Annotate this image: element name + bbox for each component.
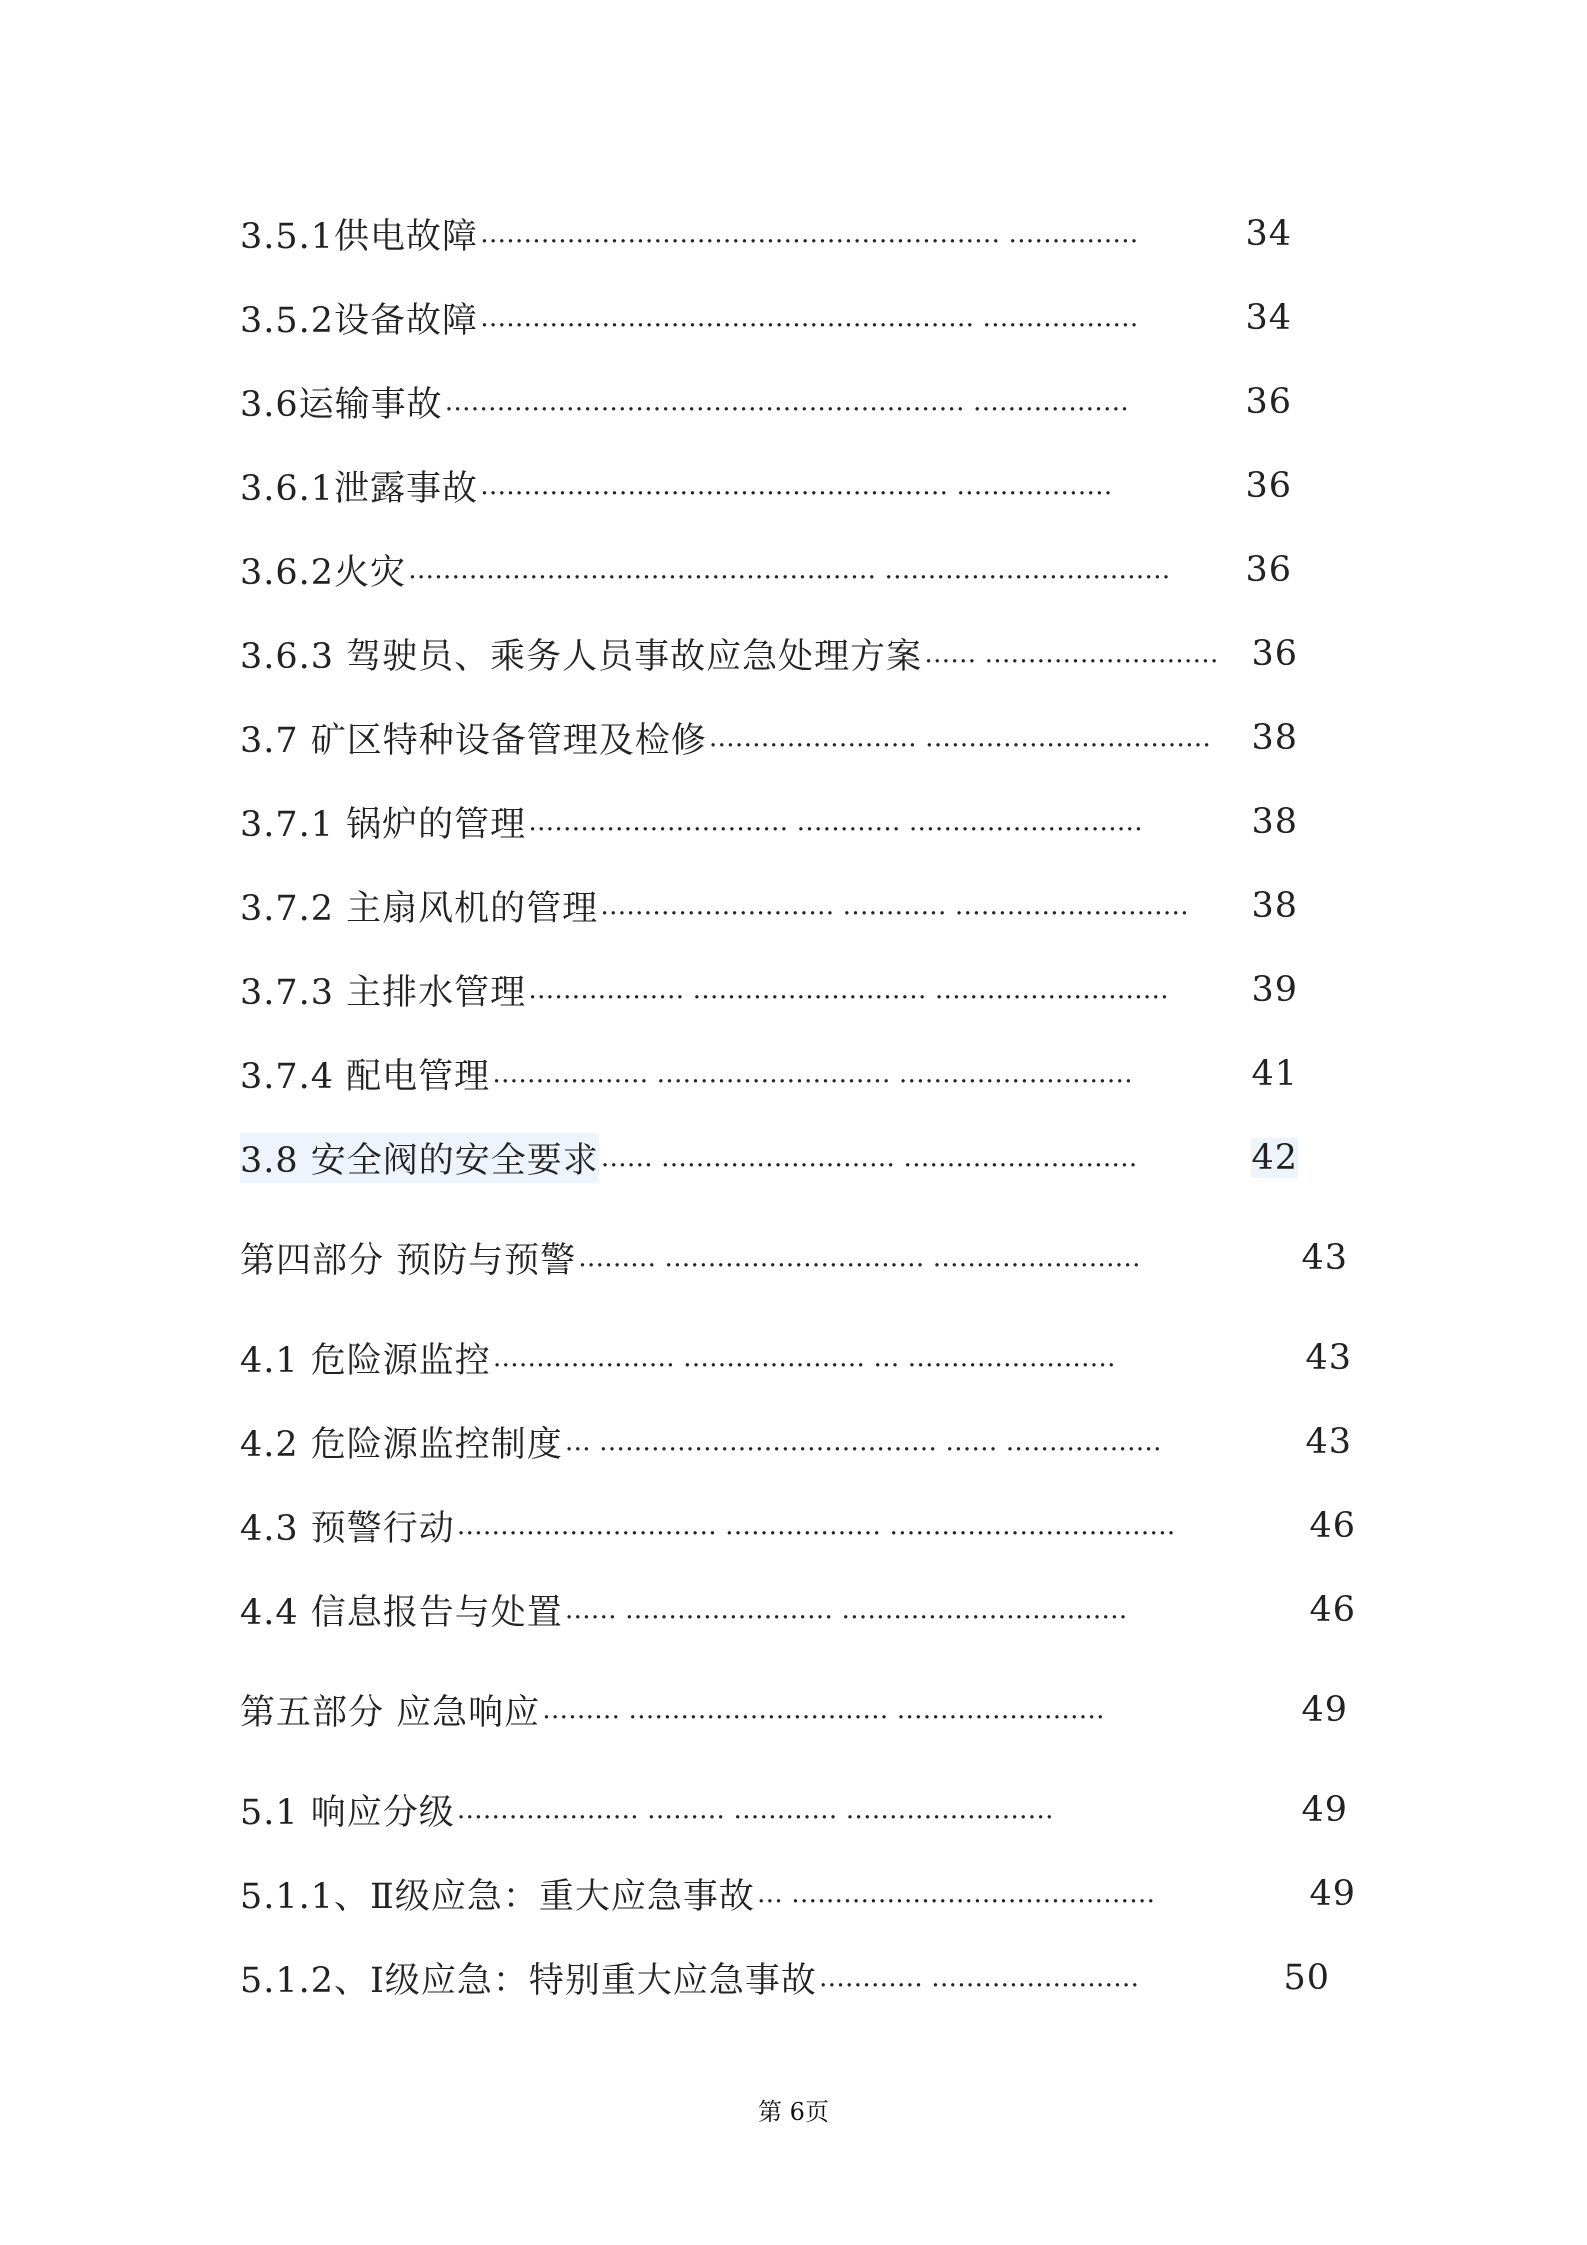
toc-entry-title: 5.1 响应分级 — [240, 1793, 455, 1833]
toc-leader-dots: ……… ………………………… …………………… — [578, 1243, 1141, 1273]
toc-page-number: 34 — [1245, 298, 1292, 338]
toc-page-number: 38 — [1251, 886, 1298, 926]
toc-page-number: 49 — [1301, 1790, 1348, 1830]
toc-entry — [240, 458, 1292, 514]
toc-page-number: 36 — [1245, 466, 1292, 506]
toc-page-number: 36 — [1251, 634, 1298, 674]
toc-entry — [240, 1866, 1356, 1922]
toc-leader-dots: ……………………… ………… ……………………… — [600, 891, 1189, 921]
toc-page-number: 38 — [1251, 802, 1298, 842]
toc-leader-dots: …… ……………………… ……………………… — [600, 1143, 1138, 1173]
toc-leader-dots: ………………………………………………… ……………… — [480, 303, 1139, 333]
toc-entry-title: 4.1 危险源监控 — [240, 1341, 491, 1381]
toc-page-number: 41 — [1251, 1054, 1298, 1094]
toc-leader-dots: …… ……………………… — [924, 639, 1219, 669]
toc-entry — [240, 1046, 1298, 1102]
toc-leader-dots: ……… ………………………… …………………… — [542, 1695, 1105, 1725]
toc-entry — [240, 794, 1298, 850]
toc-entry-title: 3.6.1泄露事故 — [240, 469, 479, 509]
toc-page-number: 46 — [1309, 1590, 1356, 1630]
page-footer-number: 第 6页 — [758, 2098, 829, 2126]
toc-leader-dots: ……………… ……………………… ……………………… — [528, 975, 1169, 1005]
toc-entry-title: 第五部分 应急响应 — [240, 1693, 541, 1733]
toc-leader-dots: ………………………… ……………… …………………………… — [456, 1511, 1176, 1541]
toc-section-heading — [240, 1682, 1348, 1738]
toc-page-number: 36 — [1245, 382, 1292, 422]
toc-leader-dots: ………… …………………… — [818, 1963, 1140, 1993]
toc-entry — [240, 290, 1292, 346]
toc-page-number: 36 — [1245, 550, 1292, 590]
toc-entry — [240, 206, 1292, 262]
toc-leader-dots: … …………………………………… — [756, 1879, 1156, 1909]
toc-entry — [240, 1950, 1330, 2006]
toc-entry — [240, 710, 1298, 766]
toc-leader-dots: …… …………………… …………………………… — [564, 1595, 1128, 1625]
toc-entry-title: 3.7.2 主扇风机的管理 — [240, 889, 599, 929]
toc-leader-dots: … ………………………………… …… ……………… — [564, 1427, 1162, 1457]
toc-entry-title: 3.7.3 主排水管理 — [240, 973, 527, 1013]
toc-entry — [240, 878, 1298, 934]
toc-entry-title: 3.7.1 锅炉的管理 — [240, 805, 527, 845]
toc-entry-title: 4.4 信息报告与处置 — [240, 1593, 563, 1633]
toc-leader-dots: …………………… …………………………… — [708, 723, 1212, 753]
toc-page-number: 43 — [1305, 1422, 1352, 1462]
toc-page-number: 39 — [1251, 970, 1298, 1010]
toc-page-number: 43 — [1301, 1238, 1348, 1278]
toc-entry — [240, 1498, 1356, 1554]
toc-page-number: 43 — [1305, 1338, 1352, 1378]
toc-entry-title: 5.1.1、Ⅱ级应急：重大应急事故 — [240, 1877, 755, 1917]
toc-leader-dots: ……………………………………………… ……………… — [480, 471, 1113, 501]
toc-entry-title: 4.3 预警行动 — [240, 1509, 455, 1549]
toc-leader-dots: ………………… ………………… … …………………… — [492, 1343, 1116, 1373]
toc-entry-title: 5.1.2、Ⅰ级应急：特别重大应急事故 — [240, 1961, 817, 2001]
toc-entry-title: 3.6.2火灾 — [240, 553, 407, 593]
toc-leader-dots: …………………………………………………… …………… — [480, 219, 1139, 249]
toc-entry-title: 3.5.2设备故障 — [240, 301, 479, 341]
toc-entry-title: 第四部分 预防与预警 — [240, 1241, 577, 1281]
toc-page-number: 49 — [1309, 1874, 1356, 1914]
toc-leader-dots: ………………………… ………… ……………………… — [528, 807, 1143, 837]
toc-entry-title: 3.7.4 配电管理 — [240, 1057, 491, 1097]
toc-entry — [240, 1582, 1356, 1638]
toc-page-number: 38 — [1251, 718, 1298, 758]
toc-page-number: 49 — [1301, 1690, 1348, 1730]
toc-entry — [240, 626, 1298, 682]
toc-entry-title: 3.7 矿区特种设备管理及检修 — [240, 721, 707, 761]
toc-page-number: 34 — [1245, 214, 1292, 254]
toc-entry-highlighted — [240, 1130, 1298, 1186]
toc-leader-dots: …………………………………………………… ……………… — [444, 387, 1129, 417]
toc-section-heading — [240, 1230, 1348, 1286]
toc-page-number: 46 — [1309, 1506, 1356, 1546]
toc-entry — [240, 962, 1298, 1018]
toc-leader-dots: ………………… ……… ………… …………………… — [456, 1795, 1054, 1825]
toc-entry-title: 3.6运输事故 — [240, 385, 443, 425]
toc-entry-title: 3.8 安全阀的安全要求 — [240, 1133, 599, 1183]
toc-page-number: 50 — [1283, 1958, 1330, 1998]
toc-entry-title: 3.5.1供电故障 — [240, 217, 479, 257]
toc-entry — [240, 1330, 1352, 1386]
toc-leader-dots: ……………… ……………………… ……………………… — [492, 1059, 1133, 1089]
toc-entry-title: 3.6.3 驾驶员、乘务人员事故应急处理方案 — [240, 637, 923, 677]
toc-page-number: 42 — [1251, 1138, 1298, 1178]
toc-leader-dots: ……………………………………………… …………………………… — [408, 555, 1171, 585]
toc-entry — [240, 374, 1292, 430]
toc-entry — [240, 1414, 1352, 1470]
toc-entry — [240, 542, 1292, 598]
toc-entry-title: 4.2 危险源监控制度 — [240, 1425, 563, 1465]
toc-entry — [240, 1782, 1348, 1838]
